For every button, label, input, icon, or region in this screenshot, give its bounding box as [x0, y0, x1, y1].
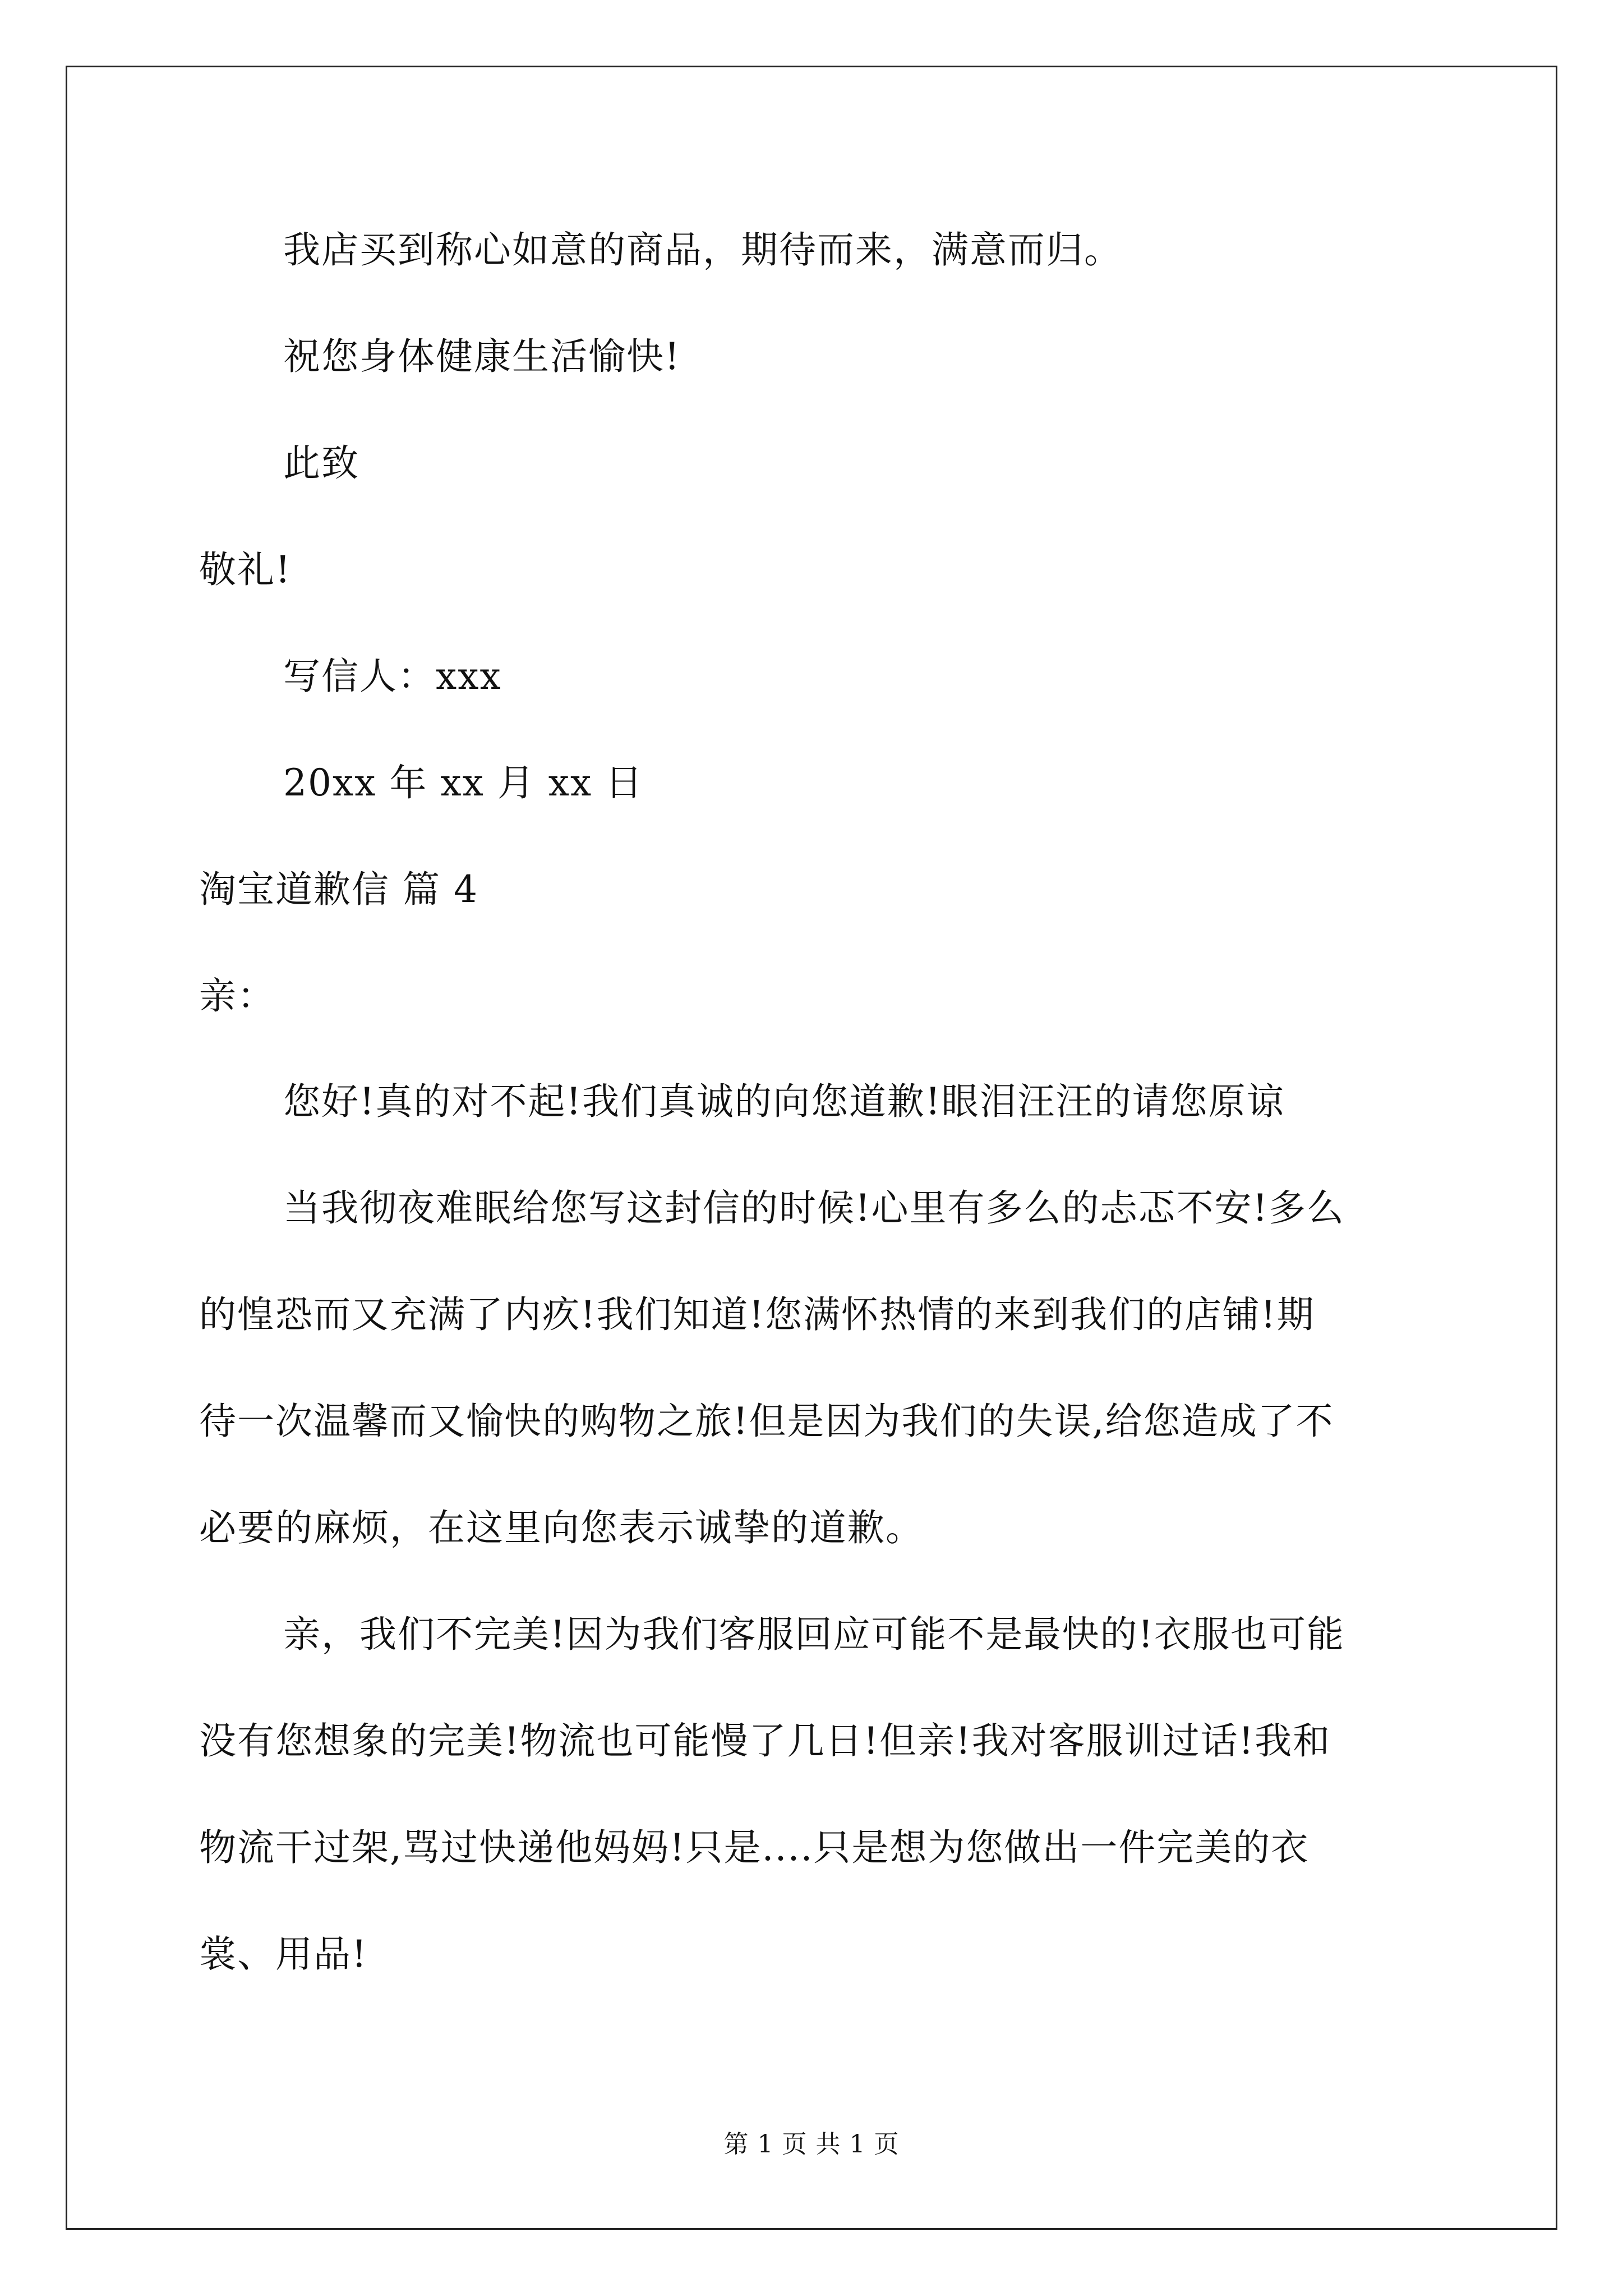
section-heading: 淘宝道歉信 篇 4: [199, 868, 478, 911]
page-footer: 第 1 页 共 1 页: [723, 2130, 900, 2159]
paragraph-1-line-1: 您好!真的对不起!我们真诚的向您道歉!眼泪汪汪的请您原谅: [283, 1080, 1285, 1123]
paragraph-2-line-4: 必要的麻烦，在这里向您表示诚挚的道歉。: [199, 1506, 924, 1549]
greeting: 亲：: [199, 974, 275, 1018]
page-border: [66, 66, 1557, 2230]
paragraph-3-line-3: 物流干过架,骂过快递他妈妈!只是....只是想为您做出一件完美的衣: [199, 1826, 1310, 1869]
paragraph-2-line-3: 待一次温馨而又愉快的购物之旅!但是因为我们的失误,给您造成了不: [199, 1400, 1334, 1443]
paragraph-3-line-4: 裳、用品!: [199, 1932, 368, 1976]
signature-writer: 写信人：xxx: [283, 655, 502, 698]
paragraph-3-line-2: 没有您想象的完美!物流也可能慢了几日!但亲!我对客服训过话!我和: [199, 1719, 1331, 1763]
salutation-cizhi: 此致: [283, 441, 359, 485]
body-line-blessing: 祝您身体健康生活愉快!: [283, 335, 681, 378]
body-line-closing-wish: 我店买到称心如意的商品，期待而来，满意而归。: [283, 228, 1122, 272]
salutation-jingli: 敬礼!: [199, 548, 292, 591]
signature-date: 20xx 年 xx 月 xx 日: [283, 761, 644, 804]
paragraph-3-line-1: 亲，我们不完美!因为我们客服回应可能不是最快的!衣服也可能: [283, 1613, 1345, 1656]
paragraph-2-line-2: 的惶恐而又充满了内疚!我们知道!您满怀热情的来到我们的店铺!期: [199, 1293, 1315, 1336]
paragraph-2-line-1: 当我彻夜难眠给您写这封信的时候!心里有多么的忐忑不安!多么: [283, 1186, 1345, 1230]
